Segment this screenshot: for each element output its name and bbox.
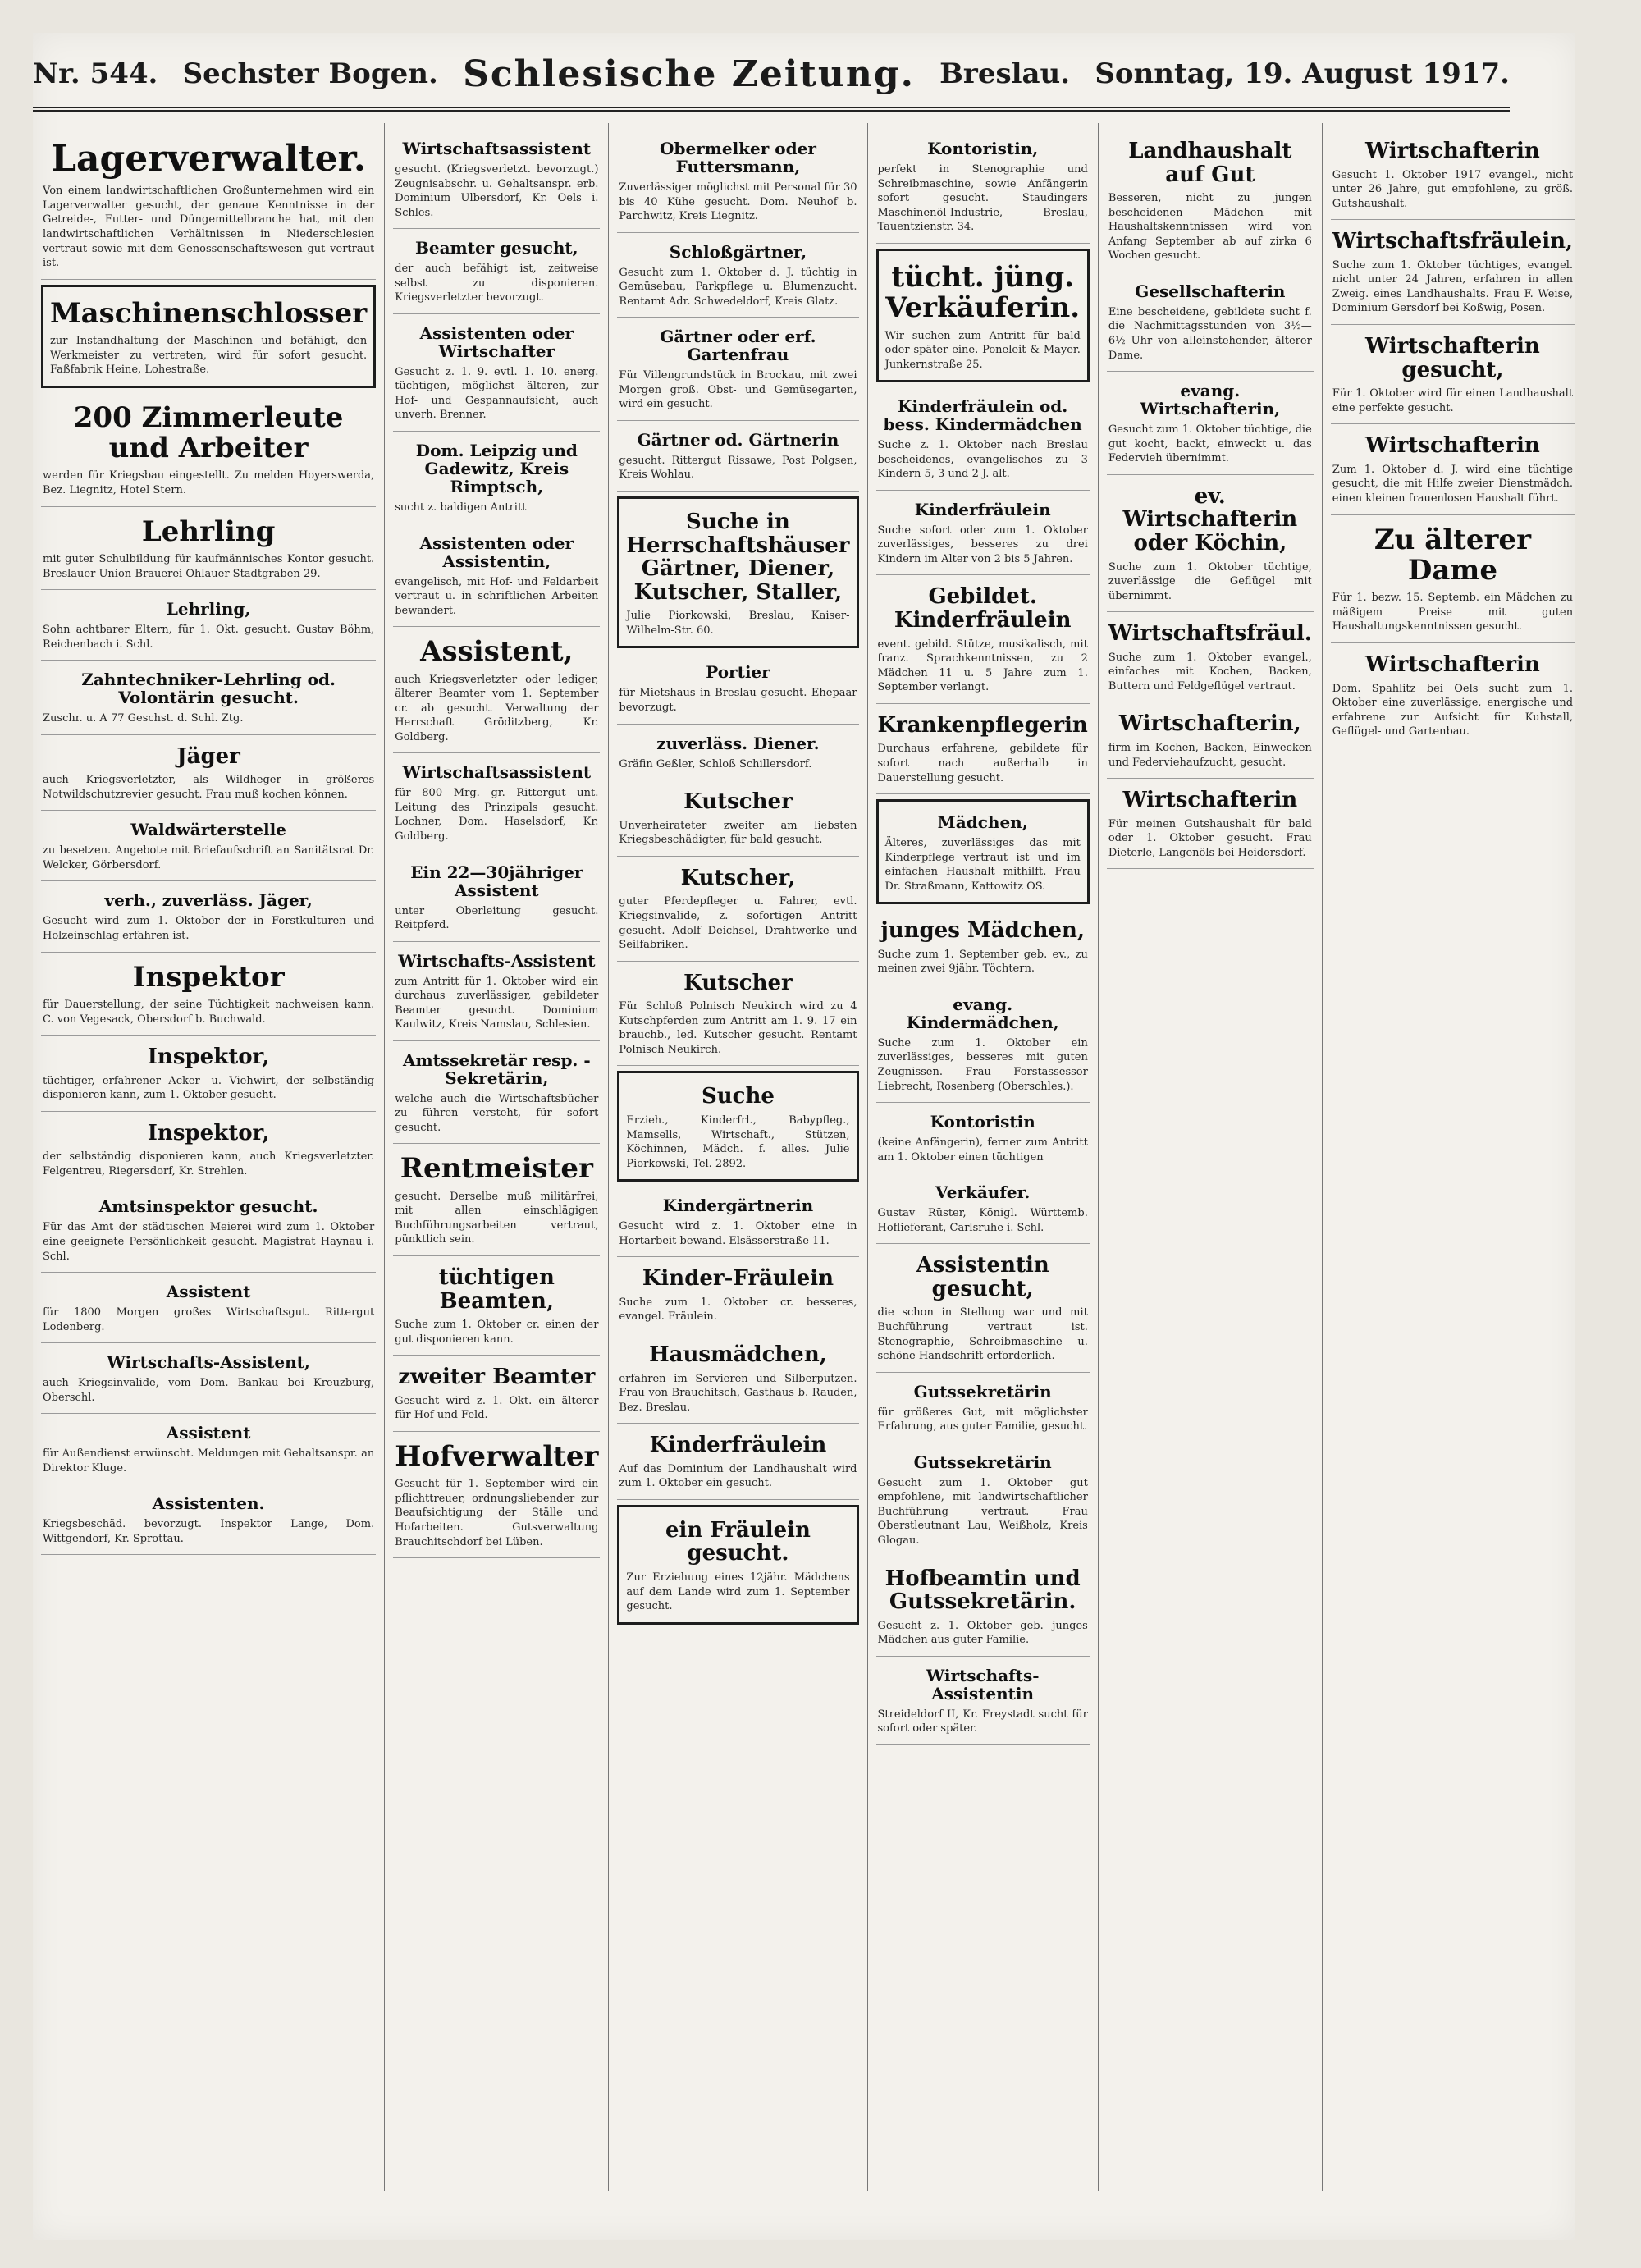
classified-ad bbox=[393, 432, 600, 524]
ad-text: Suche zum 1. Oktober tüchtiges, evangel. nicht unter 24 Jahren, erfahren in allen Zweig. eines Landhaushalts. Frau F. Weise, Dominium Gersdorf bei Koßwig, Posen. bbox=[1332, 258, 1574, 315]
ad-text: Gesucht wird z. 1. Oktober eine in Hortarbeit bewand. Elsässerstraße 11. bbox=[619, 1220, 857, 1247]
ad-text: Gesucht wird zum 1. Oktober der in Forstkulturen und Holzeinschlag erfahren ist. bbox=[43, 915, 375, 943]
ad-text: evangelisch, mit Hof- und Feldarbeit vertraut u. in schriftlichen Arbeiten bewandert. bbox=[395, 575, 599, 617]
classified-ad bbox=[876, 249, 1090, 382]
ad-text: Suche zum 1. Oktober cr. besseres, evangel. Fräulein. bbox=[619, 1296, 857, 1324]
classified-ad bbox=[617, 780, 858, 857]
ad-headline: zweiter Beamter bbox=[398, 1365, 596, 1390]
ad-text: Gesucht z. 1. Oktober geb. junges Mädchen aus guter Familie. bbox=[877, 1619, 1088, 1647]
ad-headline: ev. Wirtschafterin oder Köchin, bbox=[1122, 483, 1298, 556]
ad-text: Suche zum 1. Oktober tüchtige, zuverlässige die Geflügel mit übernimmt. bbox=[1108, 560, 1312, 602]
ad-headline: Assistent bbox=[166, 1423, 251, 1443]
ad-headline: Hofverwalter bbox=[395, 1439, 599, 1473]
ad-text: Dom. Spahlitz bei Oels sucht zum 1. Oktober eine zuverlässige, energische und erfahrene zur Aufsicht für Kuhstall, Geflügel- und Gartenbau. bbox=[1332, 682, 1574, 738]
ad-text: Suche zum 1. Oktober evangel., einfaches mit Kochen, Backen, Buttern und Feldgeflügel vertraut. bbox=[1108, 651, 1312, 693]
column-4 bbox=[868, 123, 1099, 2191]
classified-ad bbox=[617, 130, 858, 233]
ad-headline: Amtssekretär resp. -Sekretärin, bbox=[402, 1049, 591, 1088]
ad-text: zu besetzen. Angebote mit Briefaufschrift an Sanitätsrat Dr. Welcker, Görbersdorf. bbox=[43, 844, 375, 871]
ad-headline: Gutssekretärin bbox=[913, 1381, 1052, 1401]
classified-ad bbox=[876, 1657, 1090, 1745]
ad-headline: Kontoristin, bbox=[927, 139, 1039, 158]
sheet-label: Sechster Bogen. bbox=[182, 57, 438, 90]
classified-ad bbox=[876, 1373, 1090, 1443]
ad-headline: Amtsinspektor gesucht. bbox=[98, 1196, 318, 1217]
classified-ad bbox=[617, 1187, 858, 1257]
ad-text: Für Villengrundstück in Brockau, mit zwei Morgen groß. Obst- und Gemüsegarten, wird ein gesucht. bbox=[619, 369, 857, 411]
ad-headline: Inspektor bbox=[132, 960, 285, 994]
classified-ad bbox=[876, 491, 1090, 576]
ad-text: auch Kriegsverletzter oder lediger, älterer Beamter vom 1. September cr. ab gesucht. Verwaltung der Herrschaft Gröditzberg, Kr. Goldberg. bbox=[395, 673, 599, 743]
ad-text: gesucht. (Kriegsverletzt. bevorzugt.) Zeugnisabschr. u. Gehaltsanspr. erb. Dominium Ulbersdorf, Kr. Oels i. Schles. bbox=[395, 163, 599, 219]
classified-ad bbox=[393, 130, 600, 229]
ad-headline: Zu älterer Dame bbox=[1374, 523, 1531, 587]
ad-headline: ein Fräulein gesucht. bbox=[665, 1517, 811, 1566]
ad-text: werden für Kriegsbau eingestellt. Zu melden Hoyerswerda, Bez. Liegnitz, Hotel Stern. bbox=[43, 469, 375, 497]
ad-text: für 800 Mrg. gr. Rittergut unt. Leitung des Prinzipals gesucht. Lochner, Dom. Haselsdorf, Kr. Goldberg. bbox=[395, 787, 599, 843]
classified-ad bbox=[876, 1557, 1090, 1657]
classified-ad bbox=[1107, 130, 1314, 272]
classified-ad bbox=[1107, 779, 1314, 869]
ad-text: Für meinen Gutshaushalt für bald oder 1. Oktober gesucht. Frau Dieterle, Langenöls bei Heidersdorf. bbox=[1108, 817, 1312, 859]
issue-number: Nr. 544. bbox=[33, 57, 158, 90]
ad-text: Julie Piorkowski, Breslau, Kaiser-Wilhelm-Str. 60. bbox=[626, 610, 850, 637]
ad-text: Sohn achtbarer Eltern, für 1. Okt. gesucht. Gustav Böhm, Reichenbach i. Schl. bbox=[43, 624, 375, 651]
classified-ad bbox=[1331, 130, 1575, 220]
ad-headline: Wirtschafts-Assistentin bbox=[926, 1665, 1040, 1703]
ad-text: Eine bescheidene, gebildete sucht f. die Nachmittagsstunden von 3½—6½ Uhr von alleinstehender, älterer Dame. bbox=[1108, 305, 1312, 362]
classified-ad bbox=[876, 575, 1090, 703]
classified-ad bbox=[1331, 424, 1575, 514]
ad-headline: Wirtschafterin, bbox=[1118, 711, 1301, 737]
ad-text: unter Oberleitung gesucht. Reitpferd. bbox=[395, 904, 599, 932]
ad-headline: Kindergärtnerin bbox=[662, 1196, 814, 1216]
ad-headline: 200 Zimmerleute und Arbeiter bbox=[73, 400, 344, 465]
ad-headline: Obermelker oder Futtersmann, bbox=[660, 139, 816, 176]
classified-ad bbox=[393, 1144, 600, 1256]
column-2 bbox=[385, 123, 609, 2191]
classified-ad bbox=[41, 285, 376, 388]
ad-headline: Hofbeamtin und Gutssekretärin. bbox=[884, 1566, 1081, 1615]
ad-headline: Inspektor, bbox=[147, 1120, 270, 1145]
ad-text: gesucht. Derselbe muß militärfrei, mit allen einschlägigen Buchführungsarbeiten vertraut, pünktlich sein. bbox=[395, 1190, 599, 1246]
ad-headline: Lehrling, bbox=[166, 599, 251, 620]
ad-headline: Lagerverwalter. bbox=[51, 138, 367, 180]
ad-text: Von einem landwirtschaftlichen Großunternehmen wird ein Lagerverwalter gesucht, der genaue Kenntnisse in der Getreide-, Futter- und Düngemittelbranche hat, mit den landwirtschaftlichen Verhältnissen in Niederschlesien vertraut sowie mit dem Genossenschaftswesen gut vertraut ist. bbox=[43, 185, 375, 270]
classified-ad bbox=[617, 725, 858, 781]
classified-ad bbox=[617, 857, 858, 962]
ad-headline: Wirtschafts-Assistent, bbox=[107, 1352, 310, 1373]
ad-text: Gräfin Geßler, Schloß Schillersdorf. bbox=[619, 757, 812, 770]
classified-ad bbox=[41, 1273, 376, 1343]
ad-headline: Kontoristin bbox=[930, 1112, 1035, 1132]
ad-text: Suche zum 1. Oktober cr. einen der gut disponieren kann. bbox=[395, 1319, 599, 1346]
ad-text: der selbständig disponieren kann, auch Kriegsverletzter. Felgentreu, Riegersdorf, Kr. Strehlen. bbox=[43, 1150, 375, 1177]
ad-text: guter Pferdepfleger u. Fahrer, evtl. Kriegsinvalide, z. sofortigen Antritt gesucht. Adolf Deichsel, Drahtwerke und Seilfabriken. bbox=[619, 895, 857, 952]
classified-ad bbox=[1331, 643, 1575, 748]
classified-ad bbox=[41, 661, 376, 735]
classified-ad bbox=[617, 1333, 858, 1424]
ad-headline: Assistenten oder Wirtschafter bbox=[419, 322, 574, 361]
ad-headline: Wirtschafts-Assistent bbox=[398, 950, 596, 971]
city-label: Breslau. bbox=[939, 57, 1071, 90]
classified-ad bbox=[876, 985, 1090, 1103]
ad-text: sucht z. baldigen Antritt bbox=[395, 501, 527, 514]
ad-headline: Assistenten. bbox=[152, 1493, 265, 1514]
classified-ad bbox=[41, 1484, 376, 1555]
ad-headline: Assistenten oder Assistentin, bbox=[419, 533, 574, 571]
ad-headline: Wirtschafterin bbox=[1365, 139, 1540, 163]
ad-text: Zuverlässiger möglichst mit Personal für 30 bis 40 Kühe gesucht. Dom. Neuhof b. Parchwitz, Kreis Liegnitz. bbox=[619, 181, 857, 223]
column-1 bbox=[33, 123, 385, 2191]
ad-text: für Dauerstellung, der seine Tüchtigkeit nachweisen kann. C. von Vegesack, Obersdorf b. Buchwald. bbox=[43, 998, 375, 1026]
classified-ad bbox=[617, 318, 858, 421]
classified-ad bbox=[41, 881, 376, 952]
ad-text: Erzieh., Kinderfrl., Babypfleg., Mamsells, Wirtschaft., Stützen, Köchinnen, Mädch. f. alles. Julie Piorkowski, Tel. 2892. bbox=[626, 1113, 850, 1170]
ad-headline: Kinderfräulein bbox=[649, 1433, 827, 1458]
ad-headline: Schloßgärtner, bbox=[669, 241, 807, 262]
ad-headline: Wirtschaftsfräul. bbox=[1108, 621, 1312, 647]
ad-text: tüchtiger, erfahrener Acker- u. Viehwirt, der selbständig disponieren kann, zum 1. Oktober gesucht. bbox=[43, 1074, 375, 1102]
classified-ad bbox=[1107, 272, 1314, 372]
classified-ad bbox=[41, 953, 376, 1036]
ad-text: Unverheirateter zweiter am liebsten Kriegsbeschädigter, für bald gesucht. bbox=[619, 819, 857, 847]
ad-headline: Jäger bbox=[176, 743, 240, 769]
ad-headline: Wirtschafterin bbox=[1365, 433, 1540, 459]
classified-ad bbox=[41, 735, 376, 812]
ad-text: Gesucht zum 1. Oktober d. J. tüchtig in Gemüsebau, Parkpflege u. Blumenzucht. Rentamt Adr. Schwedeldorf, Kreis Glatz. bbox=[619, 266, 857, 308]
ad-text: erfahren im Servieren und Silberputzen. Frau von Brauchitsch, Gasthaus b. Rauden, Bez. Breslau. bbox=[619, 1372, 857, 1414]
ad-text: Für 1. Oktober wird für einen Landhaushalt eine perfekte gesucht. bbox=[1332, 387, 1574, 414]
ad-headline: Assistentin gesucht, bbox=[916, 1253, 1049, 1301]
ad-text: zur Instandhaltung der Maschinen und befähigt, den Werkmeister zu vertreten, wird für sofort gesucht. Faßfabrik Heine, Lohestraße. bbox=[50, 335, 368, 377]
ad-text: für 1800 Morgen großes Wirtschaftsgut. Rittergut Lodenberg. bbox=[43, 1306, 375, 1333]
ad-text: Wir suchen zum Antritt für bald oder später eine. Poneleit & Mayer. Junkernstraße 25. bbox=[884, 329, 1081, 371]
ad-text: Besseren, nicht zu jungen bescheidenen Mädchen mit Haushaltskenntnissen wird von Anfang September ab auf zirka 6 Wochen gesucht. bbox=[1108, 192, 1312, 263]
classified-ad bbox=[876, 387, 1090, 491]
classified-ad bbox=[393, 942, 600, 1041]
ad-text: Suche z. 1. Oktober nach Breslau bescheidenes, evangelisches zu 3 Kindern 5, 3 und 2 J. alt. bbox=[877, 439, 1088, 481]
ad-headline: Dom. Leipzig und Gadewitz, Kreis Rimptsch, bbox=[415, 441, 578, 497]
ad-headline: Wirtschaftsfräulein, bbox=[1332, 229, 1574, 254]
classified-ad bbox=[1107, 612, 1314, 702]
ad-headline: Wirtschaftsassistent bbox=[402, 139, 592, 158]
classified-ad bbox=[876, 1103, 1090, 1173]
ad-headline: Kinderfräulein od. bess. Kindermädchen bbox=[883, 396, 1082, 435]
ad-headline: Kutscher bbox=[683, 970, 793, 995]
ad-headline: Gesellschafterin bbox=[1135, 281, 1286, 301]
classified-ad bbox=[617, 421, 858, 492]
classified-ad bbox=[1331, 325, 1575, 424]
classified-ad bbox=[617, 1424, 858, 1500]
masthead bbox=[33, 41, 1510, 112]
ad-text: für Mietshaus in Breslau gesucht. Ehepaar bevorzugt. bbox=[619, 687, 857, 715]
classified-ad bbox=[876, 130, 1090, 244]
ad-headline: Suche bbox=[701, 1084, 775, 1109]
column-6 bbox=[1323, 123, 1583, 2191]
classified-ad bbox=[393, 1432, 600, 1558]
classified-ad bbox=[617, 233, 858, 318]
ad-text: der auch befähigt ist, zeitweise selbst zu disponieren. Kriegsverletzter bevorzugt. bbox=[395, 263, 599, 304]
ad-text: auch Kriegsverletzter, als Wildheger in größeres Notwildschutzrevier gesucht. Frau muß kochen können. bbox=[43, 774, 375, 801]
classified-ad bbox=[876, 1443, 1090, 1557]
ad-headline: Gebildet. Kinderfräulein bbox=[894, 584, 1072, 633]
ad-text: Gesucht zum 1. Oktober tüchtige, die gut kocht, backt, einweckt u. das Federvieh übernimmt. bbox=[1108, 423, 1312, 465]
ad-text: welche auch die Wirtschaftsbücher zu führen versteht, für sofort gesucht. bbox=[395, 1092, 599, 1134]
ad-text: Streideldorf II, Kr. Freystadt sucht für sofort oder später. bbox=[877, 1708, 1088, 1735]
issue-date: Sonntag, 19. August 1917. bbox=[1095, 57, 1510, 90]
ad-text: Gustav Rüster, Königl. Württemb. Hoflieferant, Carlsruhe i. Schl. bbox=[877, 1207, 1088, 1234]
ad-headline: Assistent, bbox=[420, 635, 574, 669]
ad-headline: Maschinenschlosser bbox=[50, 296, 368, 330]
ad-text: Zuschr. u. A 77 Geschst. d. Schl. Ztg. bbox=[43, 712, 244, 725]
classified-ad bbox=[41, 590, 376, 661]
classified-ad bbox=[41, 1112, 376, 1188]
ad-headline: verh., zuverläss. Jäger, bbox=[104, 890, 313, 911]
ad-text: Suche zum 1. Oktober ein zuverlässiges, besseres mit guten Zeugnissen. Frau Forstassessor Liebrecht, Rosenberg (Oberschles.). bbox=[877, 1036, 1088, 1093]
classified-ad bbox=[41, 507, 376, 590]
classified-ad bbox=[876, 799, 1090, 904]
ad-text: event. gebild. Stütze, musikalisch, mit franz. Sprachkenntnissen, zu 2 Mädchen 11 u. 5 Jahre zum 1. September verlangt. bbox=[877, 638, 1088, 694]
ad-text: Gesucht für 1. September wird ein pflichttreuer, ordnungsliebender zur Beaufsichtigung der Ställe und Hofarbeiten. Gutsverwaltung Brauchitschdorf bei Lüben. bbox=[395, 1478, 599, 1548]
classified-ad bbox=[393, 229, 600, 314]
ad-text: Zum 1. Oktober d. J. wird eine tüchtige gesucht, die mit Hilfe zweier Dienstmädch. einen kleinen frauenlosen Haushalt führt. bbox=[1332, 463, 1574, 505]
ad-text: Durchaus erfahrene, gebildete für sofort nach außerhalb in Dauerstellung gesucht. bbox=[877, 743, 1088, 784]
ad-text: Zur Erziehung eines 12jähr. Mädchens auf dem Lande wird zum 1. September gesucht. bbox=[626, 1571, 850, 1613]
ad-headline: Verkäufer. bbox=[935, 1182, 1031, 1203]
classified-ad bbox=[617, 1257, 858, 1333]
ad-headline: Ein 22—30jähriger Assistent bbox=[410, 862, 583, 900]
ad-text: perfekt in Stenographie und Schreibmaschine, sowie Anfängerin sofort gesucht. Staudingers Maschinenöl-Industrie, Breslau, Tauentzienstr. 34. bbox=[877, 163, 1088, 234]
classified-ad bbox=[1107, 702, 1314, 779]
ad-text: Suche zum 1. September geb. ev., zu meinen zwei 9jähr. Töchtern. bbox=[877, 948, 1088, 976]
ad-headline: Wirtschafterin bbox=[1122, 788, 1298, 813]
classified-ad bbox=[876, 1244, 1090, 1372]
ad-text: Für 1. bezw. 15. Septemb. ein Mädchen zu mäßigem Preise mit guten Haushaltungskenntnissen gesucht. bbox=[1332, 592, 1574, 633]
ad-headline: Kinderfräulein bbox=[914, 499, 1051, 519]
ad-headline: Krankenpflegerin bbox=[877, 712, 1088, 738]
ad-text: Gesucht z. 1. 9. evtl. 1. 10. energ. tüchtigen, möglichst älteren, zur Hof- und Gespannaufsicht, auch unverh. Brenner. bbox=[395, 365, 599, 422]
ad-headline: tüchtigen Beamten, bbox=[438, 1265, 555, 1314]
ad-text: mit guter Schulbildung für kaufmännisches Kontor gesucht. Breslauer Union-Brauerei Ohlauer Stadtgraben 29. bbox=[43, 552, 375, 580]
classified-ad bbox=[41, 130, 376, 280]
classified-ad bbox=[41, 1187, 376, 1273]
ad-text: Für das Amt der städtischen Meierei wird zum 1. Oktober eine geeignete Persönlichkeit gesucht. Magistrat Haynau i. Schl. bbox=[43, 1221, 375, 1263]
ad-text: Kriegsbeschäd. bevorzugt. Inspektor Lange, Dom. Wittgendorf, Kr. Sprottau. bbox=[43, 1518, 375, 1545]
classified-ad bbox=[393, 853, 600, 942]
ad-text: die schon in Stellung war und mit Buchführung vertraut ist. Stenographie, Schreibmaschine u. schöne Handschrift erforderlich. bbox=[877, 1306, 1088, 1363]
ad-headline: Wirtschaftsassistent bbox=[402, 762, 592, 783]
ad-text: firm im Kochen, Backen, Einwecken und Federviehaufzucht, gesucht. bbox=[1108, 742, 1312, 769]
ad-headline: Zahntechniker-Lehrling od. Volontärin gesucht. bbox=[81, 670, 336, 708]
classified-ad bbox=[876, 1173, 1090, 1244]
ad-text: auch Kriegsinvalide, vom Dom. Bankau bei Kreuzburg, Oberschl. bbox=[43, 1377, 375, 1404]
ad-text: Gesucht zum 1. Oktober gut empfohlene, mit landwirtschaftlicher Buchführung vertraut. Frau Oberstleutnant Lau, Weißholz, Kreis Glogau. bbox=[877, 1476, 1088, 1547]
ad-text: für größeres Gut, mit möglichster Erfahrung, aus guter Familie, gesucht. bbox=[877, 1406, 1088, 1434]
ad-headline: Assistent bbox=[166, 1282, 251, 1302]
ad-headline: Beamter gesucht, bbox=[414, 238, 578, 258]
ad-columns bbox=[33, 123, 1574, 2191]
classified-ad bbox=[393, 1256, 600, 1356]
classified-ad bbox=[393, 753, 600, 853]
ad-headline: Wirtschafterin bbox=[1365, 652, 1540, 677]
ad-headline: tücht. jüng. Verkäuferin. bbox=[885, 260, 1081, 325]
ad-headline: junges Mädchen, bbox=[880, 918, 1085, 944]
ad-headline: evang. Kindermädchen, bbox=[906, 994, 1059, 1032]
ad-headline: Gärtner oder erf. Gartenfrau bbox=[660, 327, 816, 365]
ad-text: gesucht. Rittergut Rissawe, Post Polgsen, Kreis Wohlau. bbox=[619, 454, 857, 482]
ad-headline: Lehrling bbox=[141, 514, 276, 548]
ad-text: zum Antritt für 1. Oktober wird ein durchaus zuverlässiger, gebildeter Beamter gesucht. Dominium Kaulwitz, Kreis Namslau, Schlesien. bbox=[395, 975, 599, 1031]
ad-headline: Waldwärterstelle bbox=[130, 820, 286, 840]
ad-text: Suche sofort oder zum 1. Oktober zuverlässiges, besseres zu drei Kindern im Alter von 2 bis 5 Jahren. bbox=[877, 524, 1088, 565]
classified-ad bbox=[41, 393, 376, 507]
ad-headline: Rentmeister bbox=[400, 1152, 593, 1186]
ad-headline: zuverläss. Diener. bbox=[656, 733, 820, 753]
ad-headline: Gärtner od. Gärtnerin bbox=[637, 429, 839, 450]
ad-text: Gesucht 1. Oktober 1917 evangel., nicht unter 26 Jahre, gut empfohlene, zu größ. Gutshaushalt. bbox=[1332, 168, 1574, 210]
ad-text: Für Schloß Polnisch Neukirch wird zu 4 Kutschpferden zum Antritt am 1. 9. 17 ein brauchb., led. Kutscher gesucht. Rentamt Polnisch Neukirch. bbox=[619, 1000, 857, 1056]
ad-text: Älteres, zuverlässiges das mit Kinderpflege vertraut ist und im einfachen Haushalt mithilft. Frau Dr. Straßmann, Kattowitz OS. bbox=[884, 837, 1081, 893]
classified-ad bbox=[393, 524, 600, 628]
classified-ad bbox=[617, 496, 858, 648]
newspaper-title: Schlesische Zeitung. bbox=[463, 53, 915, 95]
ad-text: für Außendienst erwünscht. Meldungen mit Gehaltsanspr. an Direktor Kluge. bbox=[43, 1447, 375, 1475]
classified-ad bbox=[41, 811, 376, 881]
classified-ad bbox=[617, 1071, 858, 1182]
ad-headline: Hausmädchen, bbox=[649, 1342, 827, 1367]
classified-ad bbox=[393, 1356, 600, 1432]
ad-text: Auf das Dominium der Landhaushalt wird zum 1. Oktober ein gesucht. bbox=[619, 1462, 857, 1490]
classified-ad bbox=[41, 1343, 376, 1414]
classified-ad bbox=[393, 627, 600, 753]
classified-ad bbox=[1107, 372, 1314, 475]
ad-headline: Inspektor, bbox=[147, 1045, 270, 1070]
ad-text: Gesucht wird z. 1. Okt. ein älterer für Hof und Feld. bbox=[395, 1394, 599, 1422]
ad-headline: Suche in Herrschaftshäuser Gärtner, Diener, Kutscher, Staller, bbox=[626, 510, 850, 605]
classified-ad bbox=[41, 1036, 376, 1112]
classified-ad bbox=[617, 653, 858, 724]
column-3 bbox=[609, 123, 867, 2191]
classified-ad bbox=[876, 909, 1090, 985]
classified-ad bbox=[876, 704, 1090, 794]
column-5 bbox=[1099, 123, 1323, 2191]
ad-headline: Kinder-Fräulein bbox=[642, 1266, 834, 1292]
ad-headline: Wirtschafterin gesucht, bbox=[1365, 334, 1540, 382]
ad-headline: Landhaushalt auf Gut bbox=[1128, 139, 1292, 187]
ad-headline: evang. Wirtschafterin, bbox=[1140, 381, 1281, 419]
ad-headline: Portier bbox=[706, 662, 770, 683]
classified-ad bbox=[41, 1414, 376, 1484]
ad-headline: Mädchen, bbox=[937, 812, 1028, 833]
classified-ad bbox=[1107, 475, 1314, 612]
ad-headline: Kutscher, bbox=[680, 865, 796, 890]
ad-headline: Kutscher bbox=[683, 789, 793, 815]
ad-headline: Gutssekretärin bbox=[913, 1452, 1052, 1472]
classified-ad bbox=[393, 314, 600, 432]
classified-ad bbox=[617, 962, 858, 1067]
classified-ad bbox=[393, 1041, 600, 1145]
classified-ad bbox=[1331, 515, 1575, 643]
classified-ad bbox=[1331, 220, 1575, 325]
classified-ad bbox=[617, 1505, 858, 1625]
ad-text: (keine Anfängerin), ferner zum Antritt am 1. Oktober einen tüchtigen bbox=[877, 1136, 1088, 1164]
